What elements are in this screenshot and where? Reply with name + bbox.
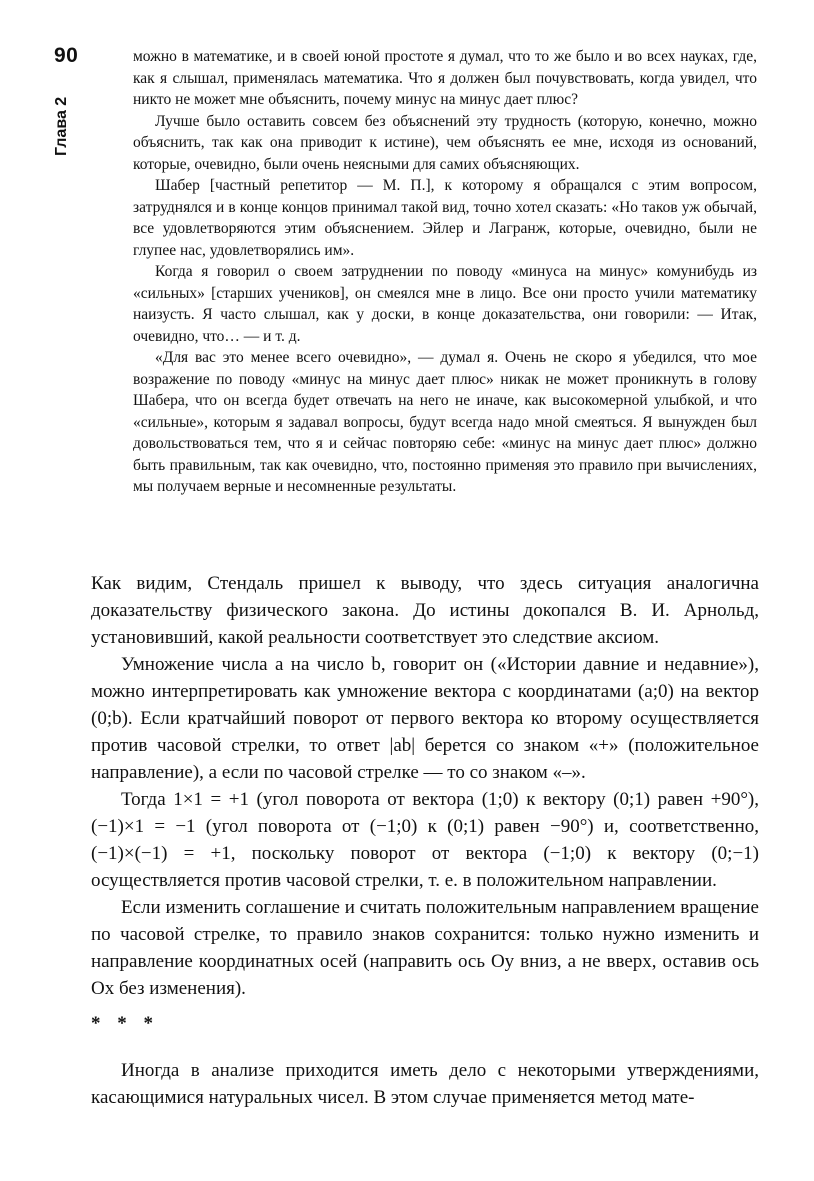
stendhal-quote bbox=[133, 46, 757, 498]
section-separator: * * * bbox=[91, 1013, 159, 1034]
quote-paragraph: можно в математике, и в своей юной простоте я думал, что то же было и во всех науках, где, как я слышал, применялась математика. Что я должен был почувствовать, когда увидел, что никто не может мне объяснить, почему минус на минус дает плюс? bbox=[133, 48, 757, 108]
quote-paragraph: Шабер [частный репетитор — М. П.], к которому я обращался с этим вопросом, затруднялся и в конце концов принимал такой вид, точно хотел сказать: «Но таков уж обычай, все удовлетворяются этим объяснением. Эйлер и Лагранж, которые, очевидно, были не глупее нас, удовлетворялись им». bbox=[133, 177, 757, 259]
quote-paragraph: Когда я говорил о своем затруднении по поводу «минуса на минус» комунибудь из «сильных» [старших учеников], он смеялся мне в лицо. Все они просто учили математику наизусть. Я часто слышал, как у доски, в конце доказательства, они говорили: — Итак, очевидно, что… — и т. д. bbox=[133, 263, 757, 345]
body-paragraph: Если изменить соглашение и считать положительным направлением вращение по часовой стрелке, то правило знаков сохранится: только нужно изменить и направление координатных осей (направить ось Oy вниз, а не вверх, оставив ось Ox без изменения). bbox=[91, 897, 759, 999]
body-paragraph: Тогда 1×1 = +1 (угол поворота от вектора (1;0) к вектору (0;1) равен +90°), (−1)×1 = −1 (угол поворота от (−1;0) к (0;1) равен −90°) и, соответственно, (−1)×(−1) = +1, поскольку поворот от вектора (−1;0) к вектору (0;−1) осуществляется против часовой стрелки, т. е. в положительном направлении. bbox=[91, 789, 759, 891]
body-paragraph: Иногда в анализе приходится иметь дело с некоторыми утверждениями, касающимися натуральных чисел. В этом случае применяется метод мате- bbox=[91, 1060, 759, 1108]
body-paragraph: Как видим, Стендаль пришел к выводу, что здесь ситуация аналогична доказательству физического закона. До истины докопался В. И. Арнольд, установивший, какой реальности соответствует это следствие аксиом. bbox=[91, 573, 759, 648]
chapter-label: Глава 2 bbox=[53, 96, 70, 156]
quote-paragraph: «Для вас это менее всего очевидно», — думал я. Очень не скоро я убедился, что мое возражение по поводу «минус на минус дает плюс» никак не может проникнуть в голову Шабера, что он всегда будет отвечать на него не иначе, как высокомерной улыбкой, и что «сильные», которым я задавал вопросы, будут всегда надо мной смеяться. Я вынужден был довольствоваться тем, что я и сейчас повторяю себе: «минус на минус дает плюс» должно быть правильным, так как очевидно, что, постоянно применяя это правило при вычислениях, мы получаем верные и несомненные результаты. bbox=[133, 349, 757, 495]
main-text bbox=[91, 570, 759, 1111]
body-paragraph: Умножение числа a на число b, говорит он («Истории давние и недавние»), можно интерпретировать как умножение вектора с координатами (a;0) на вектор (0;b). Если кратчайший поворот от первого вектора ко второму осуществляется против часовой стрелки, то ответ |ab| берется со знаком «+» (положительное направление), а если по часовой стрелке — то со знаком «–». bbox=[91, 654, 759, 783]
page-number: 90 bbox=[54, 44, 79, 67]
quote-paragraph: Лучше было оставить совсем без объяснений эту трудность (которую, конечно, можно объяснить, так как она приводит к истине), чем объяснять ее мне, исходя из оснований, которые, очевидно, были очень неясными для самих объясняющих. bbox=[133, 112, 757, 173]
